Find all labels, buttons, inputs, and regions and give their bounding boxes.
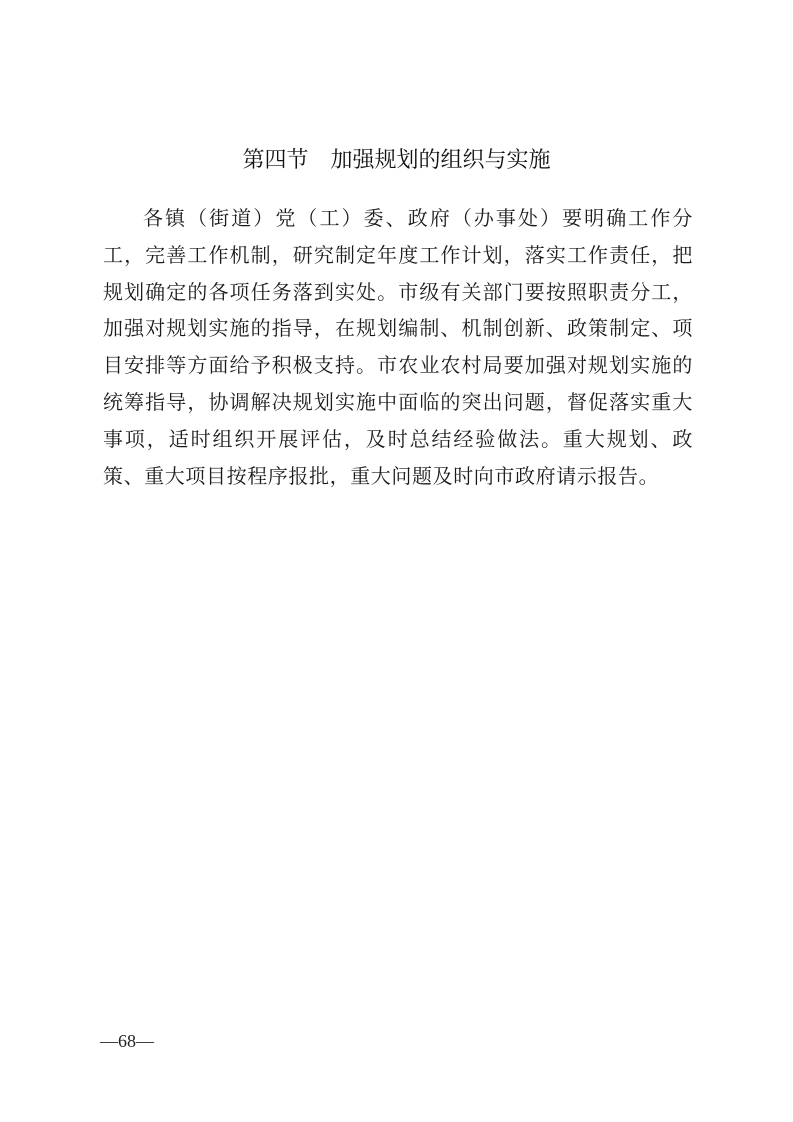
section-title: 第四节 加强规划的组织与实施 (242, 148, 551, 173)
page-number: —68— (100, 1031, 154, 1051)
body-paragraph: 各镇（街道）党（工）委、政府（办事处）要明确工作分工，完善工作机制，研究制定年度工作计划，落实工作责任，把规划确定的各项任务落到实处。市级有关部门要按照职责分工，加强对规划实施的指导，在规划编制、机制创新、政策制定、项目安排等方面给予积极支持。市农业农村局要加强对规划实施的统筹指导，协调解决规划实施中面临的突出问题，督促落实重大事项，适时组织开展评估，及时总结经验做法。重大规划、政策、重大项目按程序报批，重大问题及时向市政府请示报告。 (103, 206, 693, 488)
